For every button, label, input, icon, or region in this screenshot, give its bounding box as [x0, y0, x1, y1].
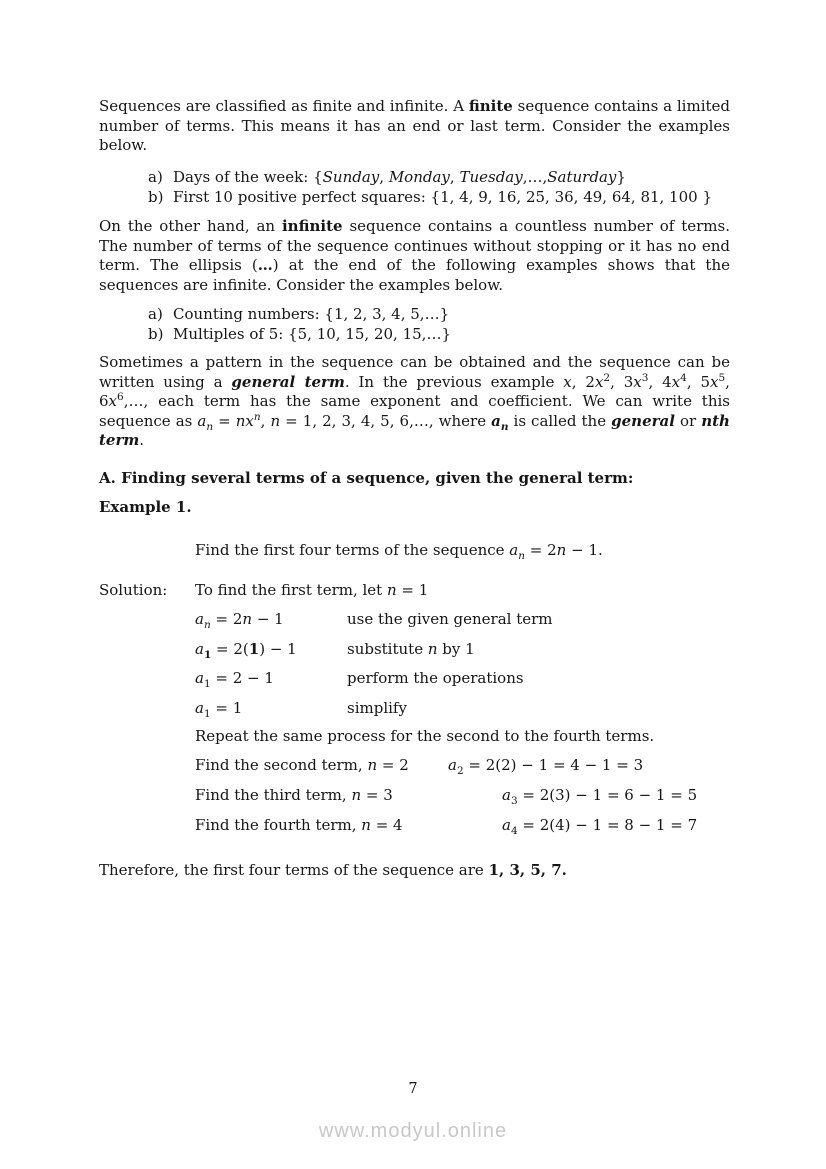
text-run: a [502, 816, 511, 834]
text-run: Saturday [547, 168, 617, 186]
text-run: = 2(4) − 1 = 8 − 1 = 7 [517, 816, 698, 834]
text-run: . In the previous example [344, 372, 564, 391]
text-run: 1 [203, 678, 211, 690]
list-item [99, 188, 730, 208]
text-run: = 1 [210, 699, 243, 717]
text-run: = 2 [210, 610, 243, 628]
text-run: n [351, 786, 362, 804]
text-run: , 6 [99, 372, 730, 410]
text-run: = 2( [211, 640, 249, 658]
text-run: Tuesday [459, 168, 523, 186]
text-run: n [427, 640, 438, 658]
text-run: Sequences are classified as finite and infinite. A [99, 97, 469, 115]
text-run: x [710, 372, 719, 391]
text-run: n [242, 610, 253, 628]
term-row [195, 786, 730, 806]
step-note [347, 669, 524, 689]
term-label [195, 786, 393, 804]
text-run: Monday [388, 168, 450, 186]
text-run: = [213, 411, 236, 430]
text-run: Find the second term, [195, 756, 368, 774]
text-run: n [386, 581, 397, 599]
list-marker: a) [148, 168, 163, 186]
text-run: nth term [99, 411, 730, 449]
text-run: x [594, 372, 604, 391]
text-run: Repeat the same process for the second to the fourth terms. [195, 727, 655, 745]
text-run: Find the third term, [195, 786, 352, 804]
text-run: Multiples of 5: {5, 10, 15, 20, 15,…} [173, 324, 451, 343]
text-run: perform the operations [347, 669, 524, 687]
text-run: n [270, 411, 281, 430]
text-run: Solution: [99, 581, 168, 599]
text-run: by 1 [437, 640, 475, 658]
watermark-url: www.modyul.online [318, 1120, 508, 1142]
text-run: general [611, 411, 675, 430]
list-item [99, 325, 730, 345]
text-run: n [518, 550, 526, 562]
text-run: = 4 [370, 816, 403, 834]
text-run: } [616, 168, 626, 186]
text-run: a [195, 669, 204, 687]
list-item [99, 305, 730, 325]
text-run: ) − 1 [259, 640, 297, 658]
text-run: x [671, 372, 681, 391]
list-marker: a) [148, 305, 163, 323]
text-run: = 2(2) − 1 = 4 − 1 = 3 [463, 756, 644, 774]
text-run: = 2(3) − 1 = 6 − 1 = 5 [517, 786, 698, 804]
text-run: = 1, 2, 3, 4, 5, 6,…, where [280, 411, 492, 430]
text-run: is called the [508, 411, 612, 430]
paragraph-general-term [99, 353, 730, 451]
text-run: n [253, 410, 261, 423]
text-run: 5 [718, 371, 726, 384]
text-run: . [139, 431, 145, 449]
page-number: 7 [408, 1081, 418, 1097]
text-run: ,…, each term has the same exponent and coefficient. We can write this sequence as [99, 392, 730, 430]
list-item-text [173, 305, 730, 325]
text-run: A. Finding several terms of a sequence, given the general term: [99, 469, 634, 487]
text-run: a [491, 411, 501, 430]
solution-first-step [195, 581, 428, 601]
text-run: n [500, 420, 509, 433]
solution-step [195, 640, 730, 660]
list-item-text [173, 168, 730, 188]
text-run: = 2 − 1 [210, 669, 274, 687]
term-label [195, 816, 403, 834]
text-run: , [260, 411, 271, 430]
step-equation [195, 699, 243, 720]
text-run: x [563, 372, 572, 391]
step-equation [195, 640, 297, 661]
section-heading [99, 469, 730, 489]
text-run: a [195, 699, 204, 717]
text-run: simplify [347, 699, 407, 717]
text-run: To find the first term, let [195, 581, 387, 599]
text-run: − 1. [566, 541, 603, 559]
term-row [195, 816, 730, 836]
text-run: , 4 [648, 372, 672, 391]
repeat-instruction [195, 727, 730, 747]
text-run: x [633, 372, 642, 391]
text-run: a [448, 756, 457, 774]
term-equation [502, 816, 697, 836]
text-run: n [206, 420, 214, 433]
conclusion-statement [99, 861, 730, 881]
text-run: sequence contains a countless number of terms. The number of terms of the sequence continues without stopping or it has no end term. The ellipsis ( [99, 217, 730, 274]
text-run: use the given general term [347, 610, 553, 628]
text-run: a [509, 541, 519, 559]
problem-statement [195, 541, 730, 561]
text-run: 4 [680, 371, 687, 384]
step-note [347, 699, 407, 719]
list-item [99, 168, 730, 188]
text-run: 1 [203, 649, 212, 661]
text-run: sequence contains a limited number of terms. This means it has an end or last term. Consider the examples below. [99, 97, 730, 154]
list-item-text [173, 188, 730, 208]
text-run: n [203, 619, 211, 631]
text-run: 6 [117, 391, 124, 403]
text-run: Days of the week: { [173, 168, 323, 186]
text-run: First 10 positive perfect squares: {1, 4, 9, 16, 25, 36, 49, 64, 81, 100 } [173, 187, 713, 206]
text-run: nx [235, 411, 254, 430]
text-run: Therefore, the first four terms of the sequence are [99, 861, 489, 879]
infinite-examples-list [99, 305, 730, 344]
example-heading [99, 498, 730, 518]
text-run: ) at the end of the following examples shows that the sequences are infinite. Consider the examples below. [99, 256, 730, 294]
solution-step [195, 669, 730, 689]
text-run: , 2 [571, 372, 595, 391]
solution-label [99, 581, 167, 601]
step-equation [195, 669, 274, 690]
text-run: , 5 [686, 372, 711, 391]
text-run: n [361, 816, 371, 834]
text-run: Find the fourth term, [195, 816, 362, 834]
text-run: , [449, 168, 460, 186]
text-run: 3 [641, 371, 649, 384]
text-run: infinite [281, 217, 343, 235]
text-run: , 3 [610, 372, 634, 391]
text-run: Example 1. [99, 498, 192, 516]
text-run: substitute [347, 640, 428, 658]
step-note [347, 640, 475, 660]
term-equation [502, 786, 697, 806]
paragraph-finite-sequences [99, 97, 730, 156]
text-run: Find the first four terms of the sequence [195, 541, 510, 559]
step-note [347, 610, 553, 630]
text-run: a [195, 640, 204, 658]
term-row [195, 756, 730, 776]
paragraph-infinite-sequences [99, 217, 730, 295]
text-run: x [108, 392, 118, 410]
text-run: 2 [456, 765, 464, 777]
text-run: = 3 [361, 786, 393, 804]
finite-examples-list [99, 168, 730, 207]
text-run: Counting numbers: {1, 2, 3, 4, 5,…} [173, 305, 450, 323]
text-run: 4 [510, 825, 518, 837]
list-marker: b) [148, 324, 164, 343]
text-run: n [556, 541, 567, 559]
text-run: 1, 3, 5, 7. [488, 861, 567, 879]
solution-step [195, 610, 730, 630]
term-label [195, 756, 409, 774]
text-run: Sometimes a pattern in the sequence can be obtained and the sequence can be written using a [99, 353, 730, 391]
text-run: n [367, 756, 378, 774]
text-run: On the other hand, an [99, 217, 282, 235]
text-run: Sunday [322, 168, 380, 186]
text-run: 3 [510, 795, 518, 807]
text-run: − 1 [252, 610, 284, 628]
list-item-text [173, 325, 730, 345]
text-run: 1 [248, 640, 260, 658]
text-run: a [197, 411, 207, 430]
solution-step [195, 699, 730, 719]
text-run: , [379, 168, 389, 186]
step-equation [195, 610, 284, 631]
text-run: finite [468, 97, 513, 115]
text-run: … [257, 256, 273, 274]
list-marker: b) [148, 187, 164, 206]
text-run: = 1 [396, 581, 429, 599]
term-equation [448, 756, 643, 776]
text-run: general term [231, 372, 345, 391]
text-run: = 2 [377, 756, 409, 774]
text-run: or [674, 411, 702, 430]
text-run: ,…, [522, 168, 548, 186]
text-run: 1 [203, 708, 211, 720]
text-run: 2 [603, 371, 611, 384]
text-run: a [195, 610, 204, 628]
text-run: a [502, 786, 511, 804]
text-run: = 2 [525, 541, 557, 559]
